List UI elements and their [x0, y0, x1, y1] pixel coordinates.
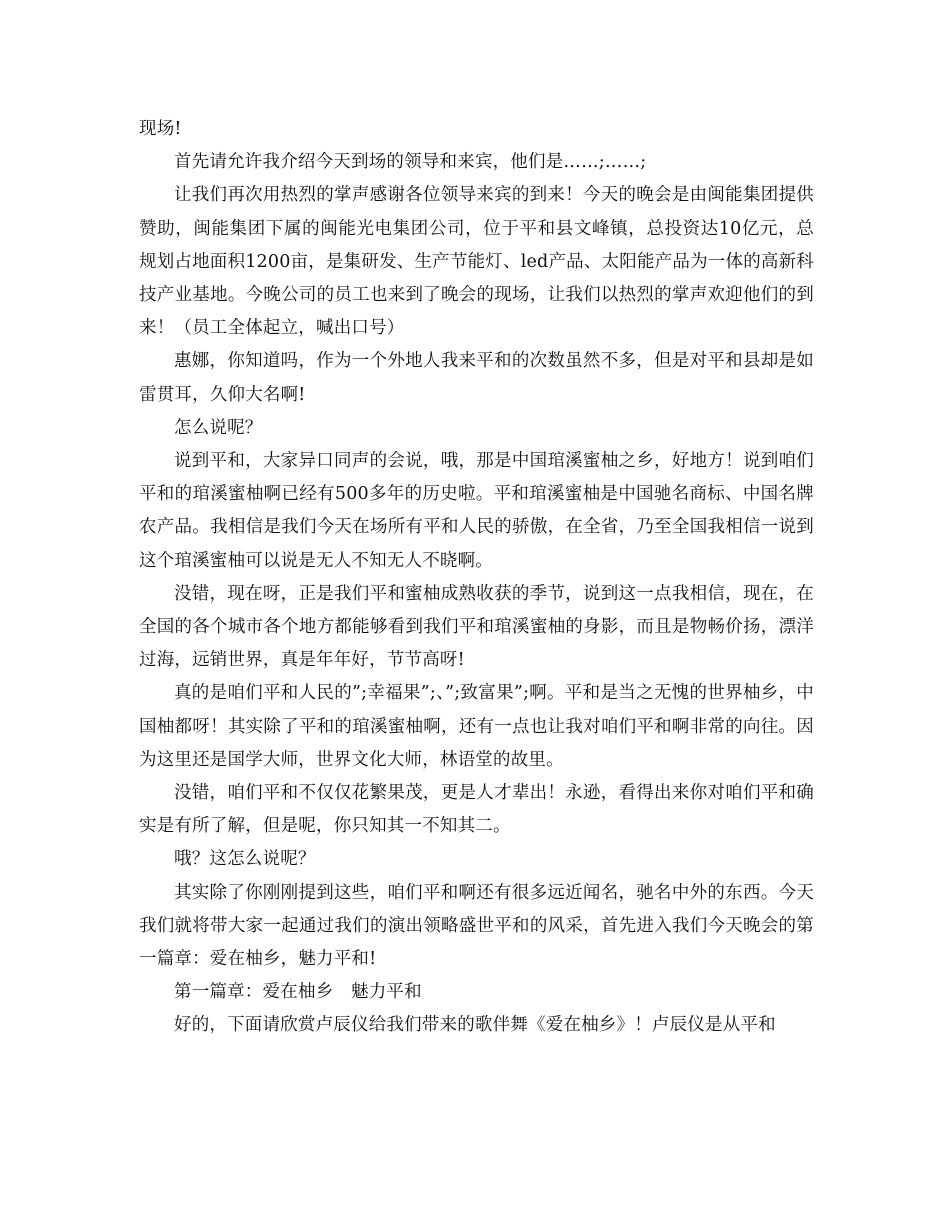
paragraph-1: 现场! — [139, 119, 182, 139]
paragraph-3: 让我们再次用热烈的掌声感谢各位领导来宾的到来！今天的晚会是由闽能集团提供赞助，闽能集团下属的闽能光电集团公司，位于平和县文峰镇，总投资达10亿元，总规划占地面积1200亩，是集研发、生产节能灯、led产品、太阳能产品为一体的高新科技产业基地。今晚公司的员工也来到了晚会的现场，让我们以热烈的掌声欢迎他们的到来！（员工全体起立，喊出口号） — [139, 185, 814, 339]
chapter-heading: 第一篇章：爱在柚乡 魅力平和 — [174, 982, 422, 1003]
paragraph-6: 说到平和，大家异口同声的会说，哦，那是中国琯溪蜜柚之乡，好地方！说到咱们平和的琯溪蜜柚啊已经有500多年的历史啦。平和琯溪蜜柚是中国驰名商标、中国名牌农产品。我相信是我们今天在场所有平和人民的骄傲，在全省，乃至全国我相信一说到这个琯溪蜜柚可以说是无人不知无人不晓啊。 — [139, 451, 814, 571]
paragraph-9: 没错，咱们平和不仅仅花繁果茂，更是人才辈出！永逊，看得出来你对咱们平和确实是有所了解，但是呢，你只知其一不知其二。 — [139, 783, 814, 837]
paragraph-7: 没错，现在呀，正是我们平和蜜柚成熟收获的季节，说到这一点我相信，现在，在全国的各个城市各个地方都能够看到我们平和琯溪蜜柚的身影，而且是物畅价扬，漂洋过海，远销世界，真是年年好，节节高呀! — [139, 583, 814, 671]
paragraph-5: 怎么说呢？ — [174, 417, 263, 438]
paragraph-10: 哦？这怎么说呢？ — [174, 849, 316, 870]
paragraph-2: 首先请允许我介绍今天到场的领导和来宾，他们是……;……; — [174, 152, 647, 173]
paragraph-13: 好的，下面请欣赏卢辰仪给我们带来的歌伴舞《爱在柚乡》！卢辰仪是从平和 — [174, 1015, 776, 1036]
paragraph-4: 惠娜，你知道吗，作为一个外地人我来平和的次数虽然不多，但是对平和县却是如雷贯耳，久仰大名啊! — [139, 351, 814, 405]
paragraph-11: 其实除了你刚刚提到这些，咱们平和啊还有很多远近闻名，驰名中外的东西。今天我们就将带大家一起通过我们的演出领略盛世平和的风采，首先进入我们今天晚会的第一篇章：爱在柚乡，魅力平和! — [139, 882, 814, 970]
paragraph-8: 真的是咱们平和人民的”;幸福果”;、”;致富果”;啊。平和是当之无愧的世界柚乡，中国柚都呀！其实除了平和的琯溪蜜柚啊，还有一点也让我对咱们平和啊非常的向往。因为这里还是国学大师，世界文化大师，林语堂的故里。 — [139, 683, 814, 770]
document-body — [139, 113, 814, 1043]
